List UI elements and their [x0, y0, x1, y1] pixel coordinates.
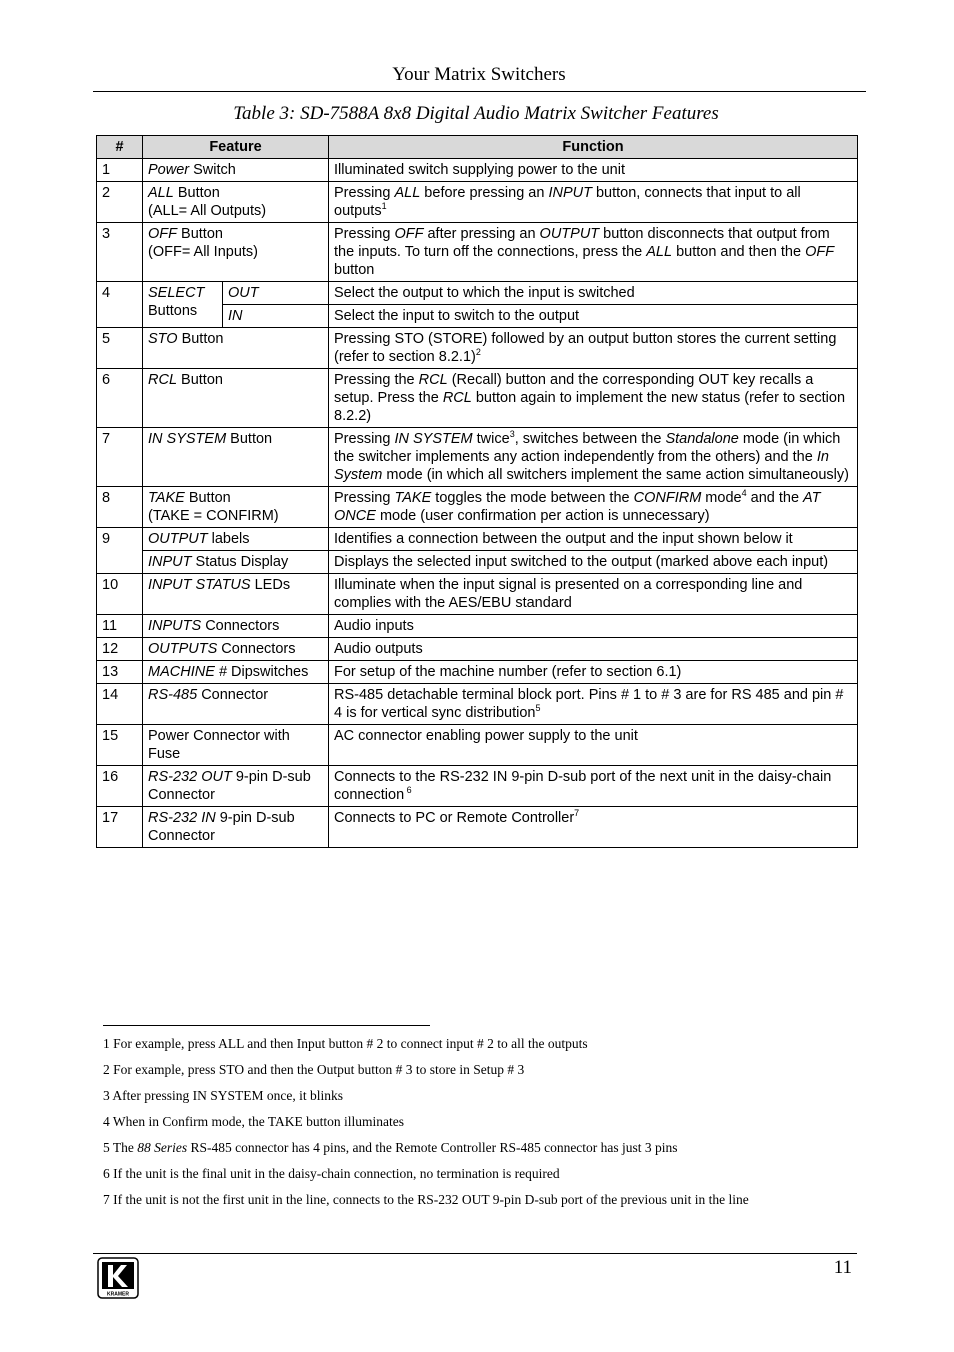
svg-text:KRAMER: KRAMER: [107, 1291, 129, 1298]
row-feature: RS-232 IN 9-pin D-sub Connector: [143, 807, 329, 848]
footnotes: [103, 1035, 863, 1217]
row-function: Audio outputs: [329, 638, 858, 661]
footer-rule: [93, 1253, 857, 1254]
footnote-6: 6 If the unit is the final unit in the daisy-chain connection, no termination is required: [103, 1166, 560, 1181]
row-function: Pressing STO (STORE) followed by an output button stores the current setting (refer to section 8.2.1)$^2$: [329, 328, 858, 369]
footnote-3: 3 After pressing IN SYSTEM once, it blinks: [103, 1088, 343, 1103]
row-function: Pressing TAKE toggles the mode between the CONFIRM mode$^4$ and the AT ONCE mode (user confirmation per action is unnecessary): [329, 487, 858, 528]
header-rule: [93, 91, 866, 92]
table-body: [97, 159, 858, 848]
row-function: Pressing the RCL (Recall) button and the corresponding OUT key recalls a setup. Press the RCL button again to implement the new status (refer to section 8.2.2): [329, 369, 858, 428]
row-function: Displays the selected input switched to the output (marked above each input): [329, 551, 858, 574]
table-row: [97, 159, 858, 182]
row-feature: IN SYSTEM Button: [143, 428, 329, 487]
row-number: 14: [97, 684, 143, 725]
features-table: [96, 135, 858, 848]
footnote-7: 7 If the unit is not the first unit in the line, connects to the RS-232 OUT 9-pin D-sub port of the previous unit in the line: [103, 1192, 749, 1207]
table-row: [97, 615, 858, 638]
row-feature: STO Button: [143, 328, 329, 369]
footnote-5: 5 The 88 Series RS-485 connector has 4 pins, and the Remote Controller RS-485 connector has just 3 pins: [103, 1140, 678, 1155]
row-function: Illuminate when the input signal is presented on a corresponding line and complies with the AES/EBU standard: [329, 574, 858, 615]
row-feature: OUTPUT labels: [143, 528, 329, 551]
table-row: [97, 528, 858, 551]
row-function: Select the input to switch to the output: [329, 305, 858, 328]
row-function: Connects to the RS-232 IN 9-pin D-sub port of the next unit in the daisy-chain connection $^6$: [329, 766, 858, 807]
row-feature: RCL Button: [143, 369, 329, 428]
row-feature: MACHINE # Dipswitches: [143, 661, 329, 684]
row-function: RS-485 detachable terminal block port. Pins # 1 to # 3 are for RS 485 and pin # 4 is for vertical sync distribution$^5$: [329, 684, 858, 725]
row-number: 15: [97, 725, 143, 766]
row-feature: SELECT Buttons: [143, 282, 223, 328]
table-row: [97, 487, 858, 528]
table-row: [97, 725, 858, 766]
table-row: [97, 551, 858, 574]
table-row: [97, 766, 858, 807]
row-function: Audio inputs: [329, 615, 858, 638]
footnote-4: 4 When in Confirm mode, the TAKE button illuminates: [103, 1114, 405, 1129]
row-number: 17: [97, 807, 143, 848]
footnote-1: 1 For example, press ALL and then Input button # 2 to connect input # 2 to all the outputs: [103, 1036, 588, 1051]
table-row: [97, 282, 858, 305]
table-row: [97, 638, 858, 661]
table-row: [97, 223, 858, 282]
page-number: 11: [833, 1257, 852, 1278]
row-number: 11: [97, 615, 143, 638]
kramer-logo: [97, 1257, 137, 1297]
row-function: Illuminated switch supplying power to the unit: [329, 159, 858, 182]
row-function: For setup of the machine number (refer to section 6.1): [329, 661, 858, 684]
row-number: 7: [97, 428, 143, 487]
row-feature: OUTPUTS Connectors: [143, 638, 329, 661]
row-number: 9: [97, 528, 143, 574]
header-num: #: [97, 136, 143, 159]
row-feature: INPUT STATUS LEDs: [143, 574, 329, 615]
row-subfeature: IN: [223, 305, 329, 328]
row-feature: INPUTS Connectors: [143, 615, 329, 638]
row-number: 2: [97, 182, 143, 223]
row-number: 16: [97, 766, 143, 807]
header-feature: Feature: [143, 136, 329, 159]
row-function: Select the output to which the input is switched: [329, 282, 858, 305]
row-number: 10: [97, 574, 143, 615]
table-row: [97, 807, 858, 848]
header-function: Function: [329, 136, 858, 159]
row-function: Pressing OFF after pressing an OUTPUT button disconnects that output from the inputs. To turn off the connections, press the ALL button and then the OFF button: [329, 223, 858, 282]
row-feature: Power Switch: [143, 159, 329, 182]
table-row: [97, 369, 858, 428]
row-feature: TAKE Button (TAKE = CONFIRM): [143, 487, 329, 528]
table-header-row: [97, 136, 858, 159]
table-row: [97, 428, 858, 487]
row-function: Pressing ALL before pressing an INPUT button, connects that input to all outputs$^1$: [329, 182, 858, 223]
footnote-rule: [103, 1025, 430, 1026]
row-function: Connects to PC or Remote Controller$^7$: [329, 807, 858, 848]
table-row: [97, 182, 858, 223]
footnote-2: 2 For example, press STO and then the Output button # 3 to store in Setup # 3: [103, 1062, 525, 1077]
row-number: 13: [97, 661, 143, 684]
row-feature: ALL Button (ALL= All Outputs): [143, 182, 329, 223]
row-feature: OFF Button (OFF= All Inputs): [143, 223, 329, 282]
row-subfeature: OUT: [223, 282, 329, 305]
row-number: 12: [97, 638, 143, 661]
table-row: [97, 574, 858, 615]
row-number: 3: [97, 223, 143, 282]
row-feature: RS-232 OUT 9-pin D-sub Connector: [143, 766, 329, 807]
row-number: 5: [97, 328, 143, 369]
page-header-title: Your Matrix Switchers: [392, 64, 566, 85]
row-feature: INPUT Status Display: [143, 551, 329, 574]
table-row: [97, 684, 858, 725]
row-number: 8: [97, 487, 143, 528]
row-function: AC connector enabling power supply to the unit: [329, 725, 858, 766]
row-number: 6: [97, 369, 143, 428]
table-caption: Table 3: SD-7588A 8x8 Digital Audio Matrix Switcher Features: [233, 103, 719, 124]
table-row: [97, 661, 858, 684]
row-number: 1: [97, 159, 143, 182]
row-number: 4: [97, 282, 143, 328]
row-feature: Power Connector with Fuse: [143, 725, 329, 766]
row-function: Identifies a connection between the output and the input shown below it: [329, 528, 858, 551]
row-function: Pressing IN SYSTEM twice$^3$, switches between the Standalone mode (in which the switcher implements any action independently from the others) and the In System mode (in which all switchers implement the same action simultaneously): [329, 428, 858, 487]
row-feature: RS-485 Connector: [143, 684, 329, 725]
table-row: [97, 328, 858, 369]
